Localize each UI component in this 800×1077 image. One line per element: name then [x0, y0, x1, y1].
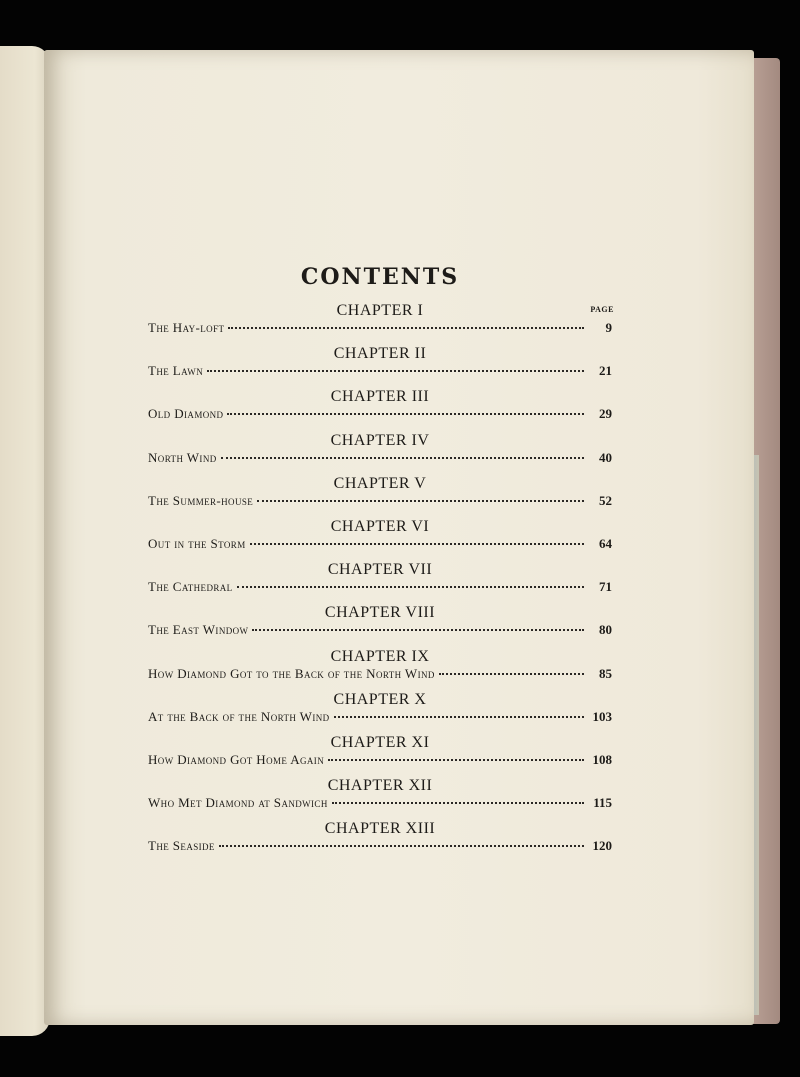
toc-entry — [148, 559, 612, 602]
toc-entry — [148, 775, 612, 818]
toc-entry — [148, 343, 612, 386]
chapter-row — [148, 363, 612, 379]
page-number: 40 — [599, 449, 612, 465]
page-number: 103 — [592, 708, 612, 724]
chapter-title: The Lawn — [148, 363, 204, 379]
chapter-number: CHAPTER XI — [330, 733, 430, 751]
chapter-row — [148, 450, 612, 466]
page-column-label: PAGE — [590, 305, 614, 314]
chapter-title: North Wind — [148, 449, 217, 465]
dot-leader — [334, 716, 584, 718]
table-of-contents — [148, 300, 612, 861]
page-number: 71 — [599, 579, 612, 595]
dot-leader — [237, 586, 584, 588]
page-number: 85 — [599, 665, 612, 681]
toc-entry — [148, 818, 612, 861]
page-number: 108 — [592, 751, 612, 767]
chapter-title: At the Back of the North Wind — [148, 708, 330, 724]
chapter-row — [148, 536, 612, 552]
chapter-number: CHAPTER VI — [330, 517, 430, 535]
left-page-curl — [0, 46, 50, 1036]
chapter-title: Out in the Storm — [148, 535, 246, 551]
chapter-number: CHAPTER IV — [330, 431, 430, 449]
page-number: 80 — [599, 622, 612, 638]
page-number: 52 — [599, 492, 612, 508]
chapter-number: CHAPTER III — [330, 388, 430, 406]
toc-entry — [148, 430, 612, 473]
chapter-row — [148, 666, 612, 682]
chapter-number: CHAPTER VII — [327, 561, 433, 579]
chapter-row — [148, 622, 612, 638]
dot-leader — [439, 673, 584, 675]
chapter-row — [148, 709, 612, 725]
chapter-row — [148, 579, 612, 595]
dot-leader — [252, 629, 584, 631]
chapter-row — [148, 838, 612, 854]
chapter-row — [148, 406, 612, 422]
chapter-number: CHAPTER II — [333, 345, 427, 363]
chapter-number: CHAPTER VIII — [324, 604, 436, 622]
toc-entry — [148, 386, 612, 429]
toc-entry — [148, 646, 612, 689]
chapter-title: The Cathedral — [148, 579, 233, 595]
dot-leader — [228, 327, 584, 329]
chapter-title: Who Met Diamond at Sandwich — [148, 795, 328, 811]
dot-leader — [257, 500, 584, 502]
chapter-row — [148, 320, 612, 336]
chapter-title: The Hay-loft — [148, 320, 225, 335]
toc-entry — [148, 473, 612, 516]
chapter-title: The Seaside — [148, 838, 215, 854]
page-number: 21 — [599, 363, 612, 379]
page-number: 29 — [599, 406, 612, 422]
chapter-row — [148, 795, 612, 811]
dot-leader — [332, 802, 584, 804]
page-number: 115 — [593, 795, 612, 811]
dot-leader — [250, 543, 584, 545]
toc-entry — [148, 732, 612, 775]
dot-leader — [227, 413, 584, 415]
chapter-title: How Diamond Got Home Again — [148, 751, 325, 767]
chapter-title: How Diamond Got to the Back of the North Wind — [148, 665, 435, 681]
dot-leader — [221, 457, 584, 459]
chapter-number: CHAPTER IX — [330, 647, 430, 665]
toc-entry — [148, 516, 612, 559]
chapter-row — [148, 752, 612, 768]
dot-leader — [328, 759, 584, 761]
chapter-title: Old Diamond — [148, 406, 224, 422]
toc-entry — [148, 689, 612, 732]
dot-leader — [219, 845, 584, 847]
chapter-number: CHAPTER I — [336, 302, 424, 319]
chapter-number: CHAPTER X — [333, 690, 427, 708]
page-number: 64 — [599, 535, 612, 551]
chapter-number: CHAPTER XII — [327, 777, 433, 795]
chapter-row — [148, 493, 612, 509]
toc-entry — [148, 300, 612, 343]
contents-heading: CONTENTS — [300, 264, 460, 290]
page-number: 120 — [592, 838, 612, 854]
chapter-title: The East Window — [148, 622, 249, 638]
chapter-number: CHAPTER XIII — [324, 820, 436, 838]
page-number: 9 — [605, 320, 612, 335]
dot-leader — [207, 370, 584, 372]
chapter-number: CHAPTER V — [333, 474, 427, 492]
toc-entry — [148, 602, 612, 645]
chapter-title: The Summer-house — [148, 492, 254, 508]
